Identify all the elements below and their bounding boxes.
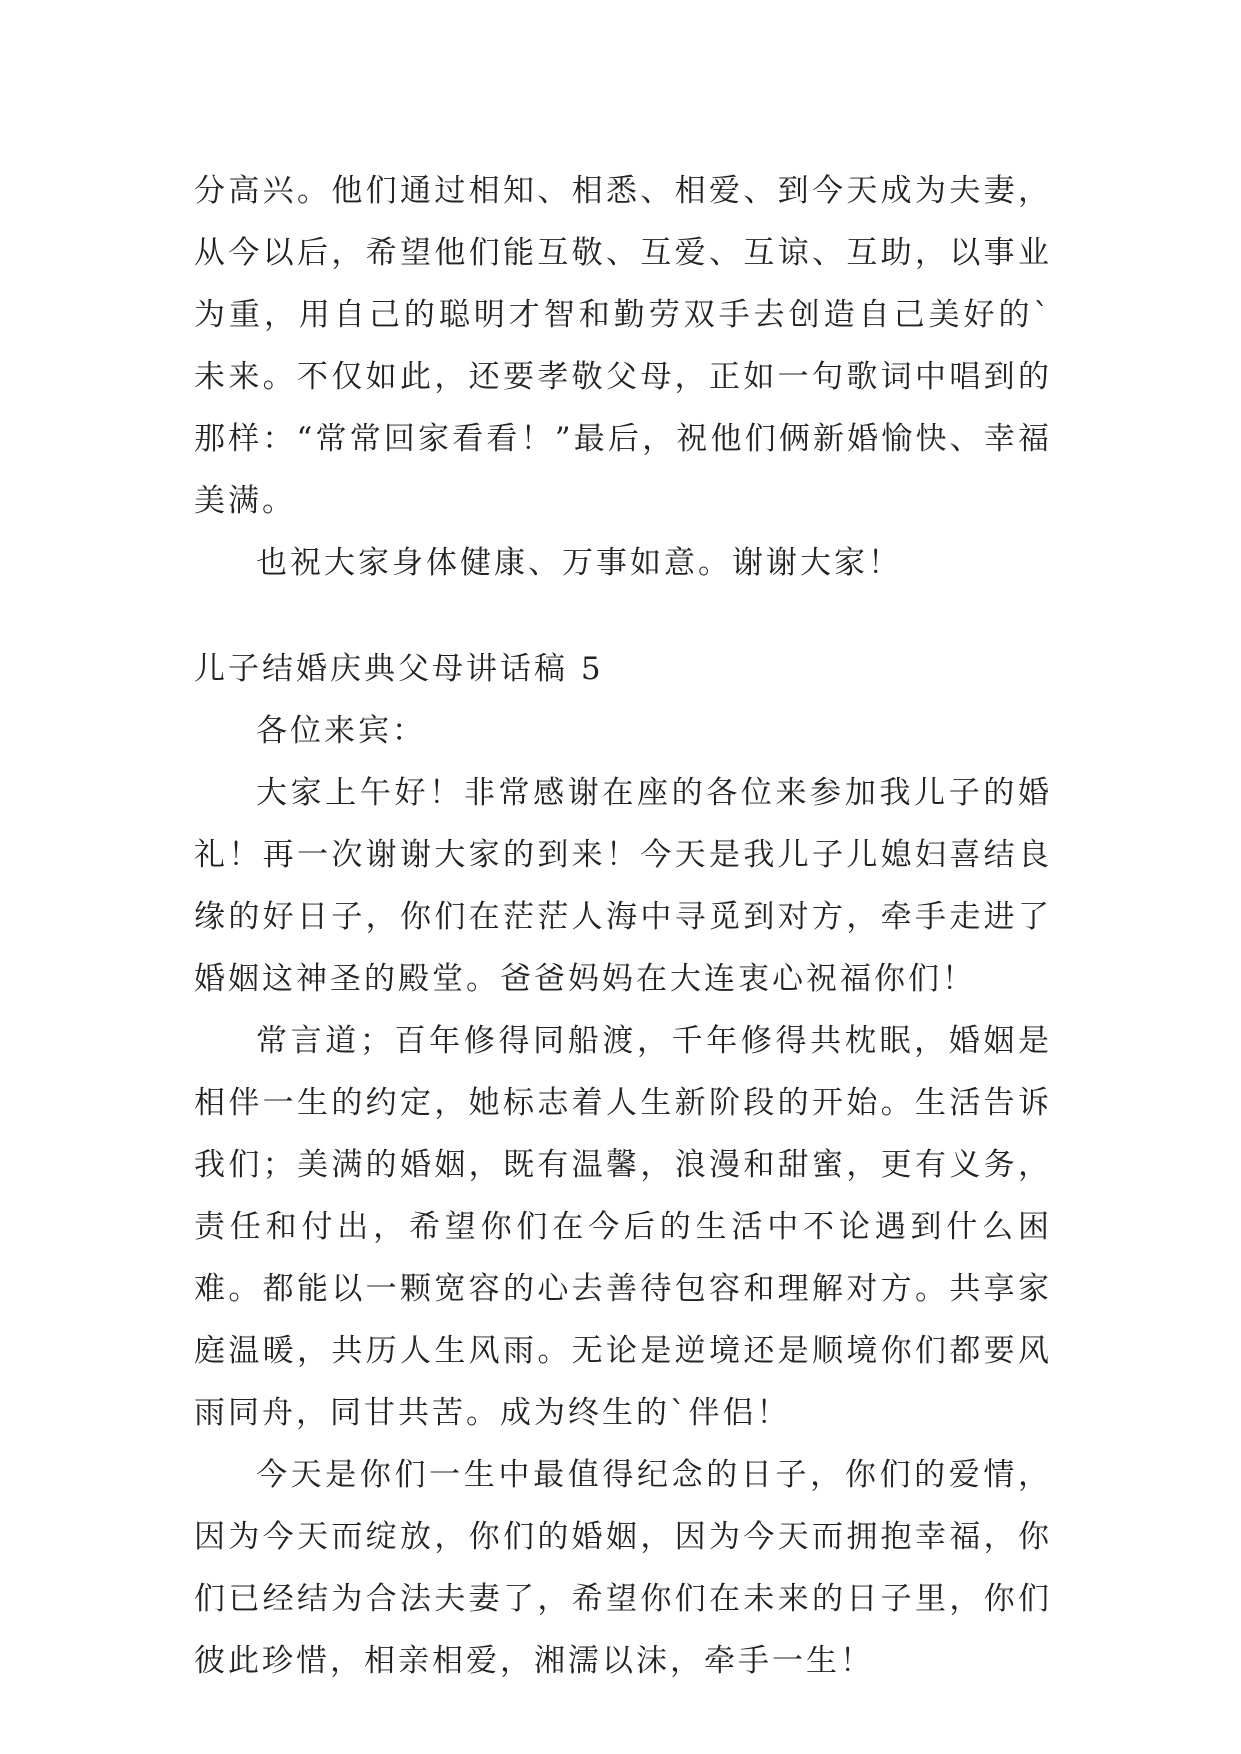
continued-paragraph: 分高兴。他们通过相知、相悉、相爱、到今天成为夫妻，从今以后，希望他们能互敬、互爱、互谅、互助，以事业为重，用自己的聪明才智和勤劳双手去创造自己美好的`未来。不仅如此，还要孝敬父母，正如一句歌词中唱到的那样：“常常回家看看！”最后，祝他们俩新婚愉快、幸福美满。 <box>194 173 1052 519</box>
salutation: 各位来宾： <box>256 713 426 749</box>
speech-paragraph: 常言道；百年修得同船渡，千年修得共枕眠，婚姻是相伴一生的约定，她标志着人生新阶段的开始。生活告诉我们；美满的婚姻，既有温馨，浪漫和甜蜜，更有义务，责任和付出，希望你们在今后的生活中不论遇到什么困难。都能以一颗宽容的心去善待包容和理解对方。共享家庭温暖，共历人生风雨。无论是逆境还是顺境你们都要风雨同舟，同甘共苦。成为终生的`伴侣！ <box>194 1023 1052 1431</box>
document-body <box>194 160 1052 1692</box>
speech-paragraph: 大家上午好！非常感谢在座的各位来参加我儿子的婚礼！再一次谢谢大家的到来！今天是我儿子儿媳妇喜结良缘的好日子，你们在茫茫人海中寻觅到对方，牵手走进了婚姻这神圣的殿堂。爸爸妈妈在大连衷心祝福你们！ <box>194 775 1052 997</box>
closing-wish-paragraph: 也祝大家身体健康、万事如意。谢谢大家！ <box>256 545 902 581</box>
speech-paragraph: 今天是你们一生中最值得纪念的日子，你们的爱情，因为今天而绽放，你们的婚姻，因为今天而拥抱幸福，你们已经结为合法夫妻了，希望你们在未来的日子里，你们彼此珍惜，相亲相爱，湘濡以沫，牵手一生！ <box>194 1457 1052 1679</box>
section-title: 儿子结婚庆典父母讲话稿 5 <box>194 651 604 687</box>
